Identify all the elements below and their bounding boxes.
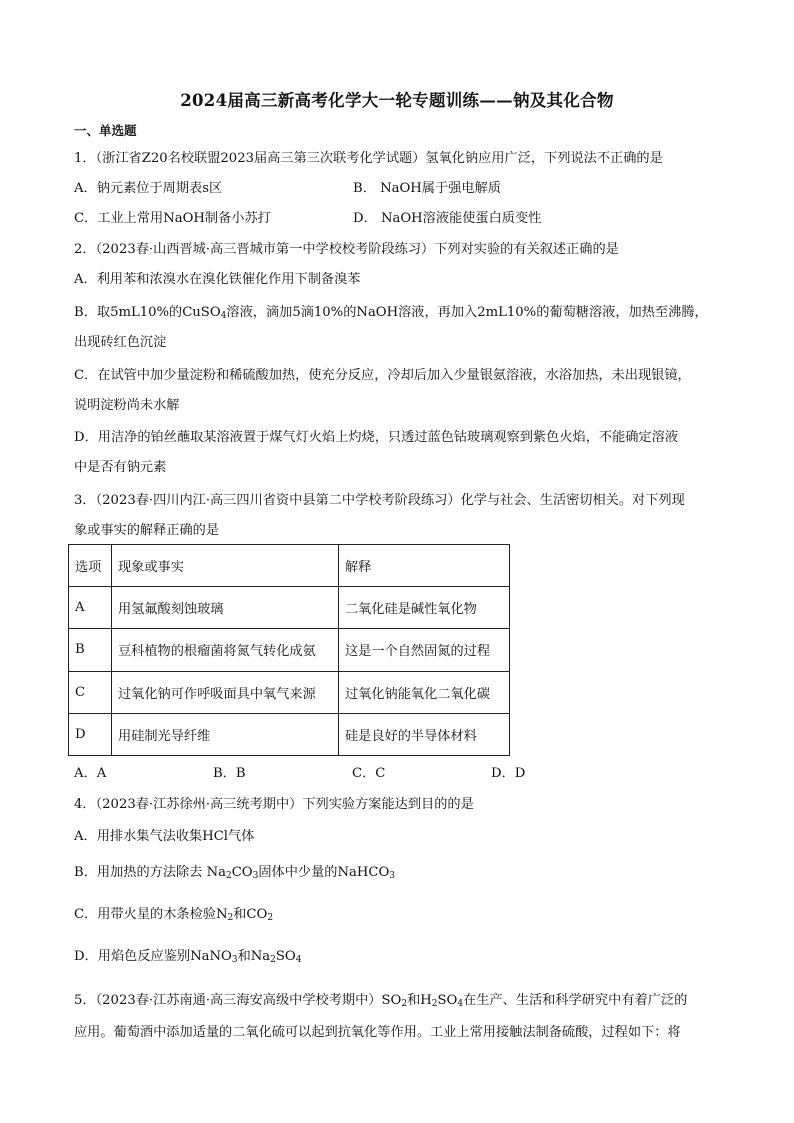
q4-option-a: A．用排水集气法收集HCl气体 — [74, 829, 255, 844]
q2-option-a: A．利用苯和浓溴水在溴化铁催化作用下制备溴苯 — [74, 272, 361, 287]
table-header-row — [69, 545, 510, 587]
q3-option-d: D．D — [491, 766, 526, 781]
q2-option-c-line2: 说明淀粉尚未水解 — [74, 398, 180, 413]
q3-stem-line2: 象或事实的解释正确的是 — [74, 523, 220, 538]
q2-option-d-line2: 中是否有钠元素 — [74, 460, 167, 475]
table-cell: 过氧化钠可作呼吸面具中氧气来源 — [112, 671, 339, 713]
table-header-cell: 选项 — [69, 545, 112, 587]
q2-option-c-line1: C．在试管中加少量淀粉和稀硫酸加热，使充分反应，冷却后加入少量银氨溶液，水浴加热，未出现银镜， — [74, 368, 691, 383]
q1-option-d: D． NaOH溶液能使蛋白质变性 — [353, 211, 542, 226]
table-row — [69, 629, 510, 671]
q1-option-b: B． NaOH属于强电解质 — [353, 181, 501, 196]
table-cell: 豆科植物的根瘤菌将氮气转化成氨 — [112, 629, 339, 671]
q3-option-a: A．A — [74, 766, 107, 781]
q4-option-c: C．用带火星的木条检验$N_2$和$CO_2$ — [74, 907, 274, 923]
q3-stem-line1: 3．（2023春·四川内江·高三四川省资中县第二中学校考阶段练习）化学与社会、生活密切相关。对下列现 — [74, 493, 685, 508]
table-cell: 用硅制光导纤维 — [112, 713, 339, 755]
table-cell: 过氧化钠能氧化二氧化碳 — [339, 671, 510, 713]
q3-option-b: B．B — [213, 766, 246, 781]
q2-option-b-line2: 出现砖红色沉淀 — [74, 335, 167, 350]
table-cell: 用氢氟酸刻蚀玻璃 — [112, 587, 339, 629]
q1-stem: 1．（浙江省Z20名校联盟2023届高三第三次联考化学试题）氢氧化钠应用广泛，下列说法不正确的是 — [74, 151, 663, 166]
q4-option-b: B．用加热的方法除去 $Na_2CO_3$固体中少量的NaHCO$_3$ — [74, 865, 396, 881]
q2-option-d-line1: D．用洁净的铂丝蘸取某溶液置于煤气灯火焰上灼烧，只透过蓝色钴玻璃观察到紫色火焰，不能确定溶液 — [74, 430, 679, 445]
q5-stem-line2: 应用。葡萄酒中添加适量的二氧化硫可以起到抗氧化等作用。工业上常用接触法制备硫酸，过程如下：将 — [74, 1025, 681, 1040]
table-cell: D — [69, 713, 112, 755]
q4-stem: 4．（2023春·江苏徐州·高三统考期中）下列实验方案能达到目的的是 — [74, 797, 474, 812]
q2-option-b-line1: B．取5mL10%的CuSO$_4$溶液，滴加5滴10%的NaOH溶液，再加入2mL10%的葡萄糖溶液，加热至沸腾， — [74, 305, 708, 321]
q5-stem-line1: 5．（2023春·江苏南通·高三海安高级中学校考期中）$SO_2$和$H_2SO_4$在生产、生活和科学研究中有着广泛的 — [74, 993, 688, 1009]
q4-option-d: D．用焰色反应鉴别NaNO$_3$和$Na_2SO_4$ — [74, 949, 302, 965]
q2-stem: 2．（2023春·山西晋城·高三晋城市第一中学校校考阶段练习）下列对实验的有关叙述正确的是 — [74, 242, 619, 257]
table-cell: 硅是良好的半导体材料 — [339, 713, 510, 755]
table-cell: 二氧化硅是碱性氧化物 — [339, 587, 510, 629]
table-row — [69, 671, 510, 713]
q1-option-a: A．钠元素位于周期表s区 — [74, 181, 223, 196]
document-title: 2024届高三新高考化学大一轮专题训练——钠及其化合物 — [180, 91, 614, 110]
table-row — [69, 713, 510, 755]
table-cell: B — [69, 629, 112, 671]
table-cell: A — [69, 587, 112, 629]
q3-option-c: C．C — [352, 766, 386, 781]
table-row — [69, 587, 510, 629]
table-header-cell: 解释 — [339, 545, 510, 587]
table-cell: C — [69, 671, 112, 713]
q1-option-c: C．工业上常用NaOH制备小苏打 — [74, 211, 271, 226]
q3-table — [68, 544, 510, 756]
table-header-cell: 现象或事实 — [112, 545, 339, 587]
section-heading: 一、单选题 — [74, 123, 137, 138]
table-cell: 这是一个自然固氮的过程 — [339, 629, 510, 671]
